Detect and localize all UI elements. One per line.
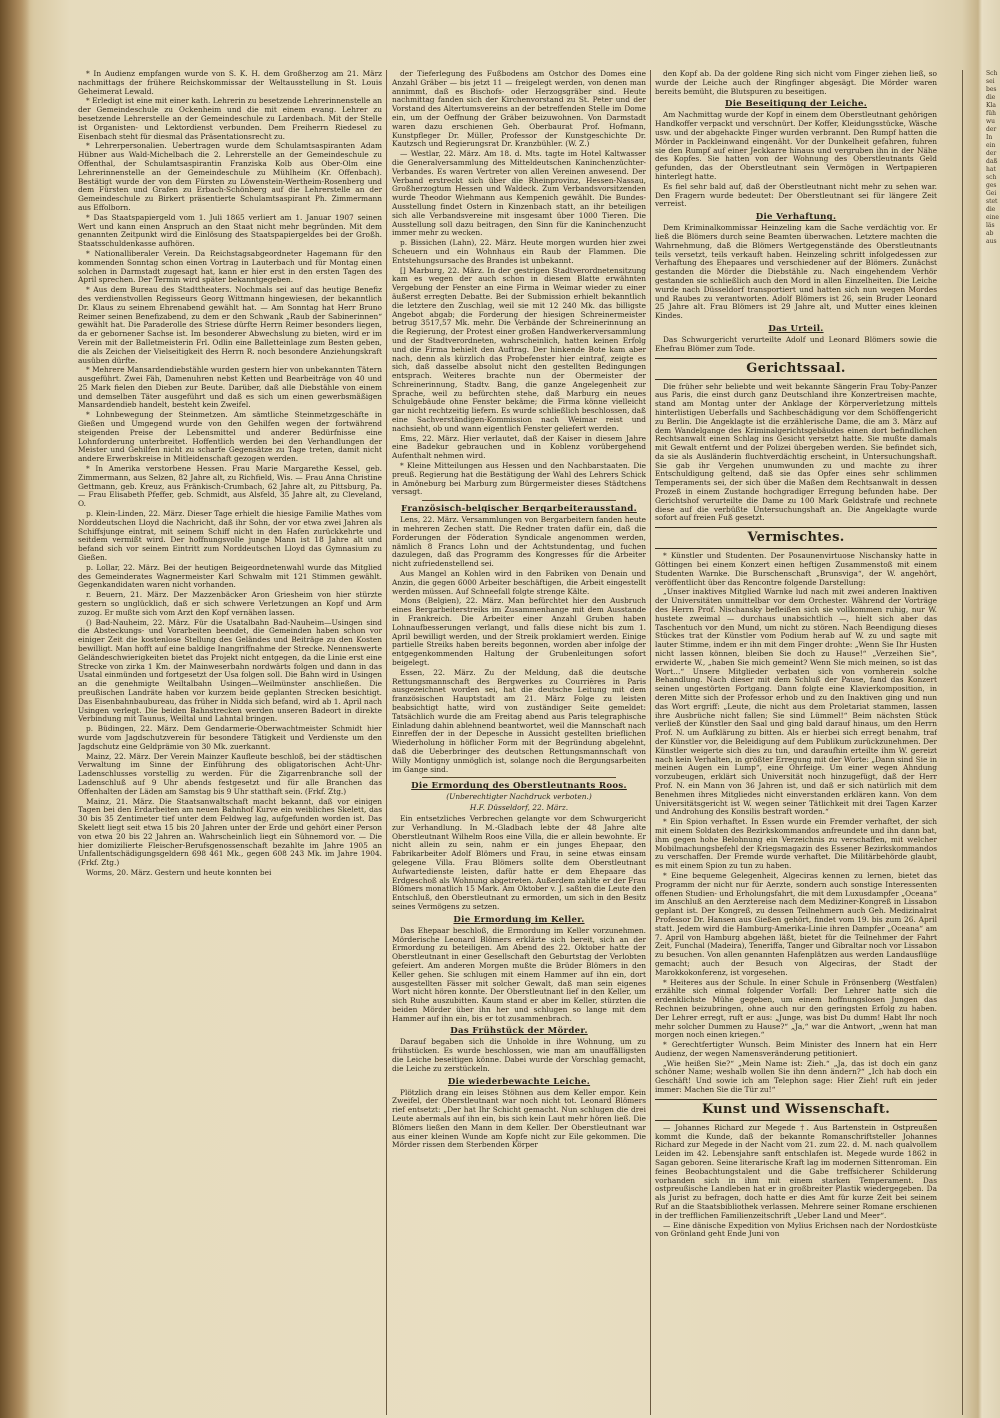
fragment-line: der — [986, 150, 997, 157]
article-paragraph: Darauf begaben sich die Unholde in ihre Wohnung, um zu frühstücken. Es wurde beschlossen, wie man am unauffälligsten die Leiche beseitigen könne. Dabei wurde der Vorschlag gemacht, die Leiche zu zerstückeln. — [392, 1037, 646, 1073]
article-paragraph: * In Audienz empfangen wurde von S. K. H. dem Großherzog am 21. März nachmittags der frühere Reichskommissar der Weltausstellung in St. Louis Geheimerat Lewald. — [78, 70, 382, 96]
fragment-line: Kla — [986, 102, 996, 109]
adjacent-page-fragment — [986, 70, 1000, 1415]
subheading-cellar: Die Ermordung im Keller. — [453, 914, 585, 925]
article-paragraph: * Lohnbewegung der Steinmetzen. Am sämtliche Steinmetzgeschäfte in Gießen und Umgegend wurde von den Gehilfen wegen der fortwährend steigenden Preise der Lebensmittel und anderer Bedürfnisse eine Lohnforderung unterbreitet. Hoffentlich werden bei den Verhandlungen der Meister und Gehilfen nicht zu scharfe Gegensätze zu Tage treten, damit nicht andere Erwerbskreise in Mitleidenschaft gezogen werden. — [78, 410, 382, 464]
article-paragraph: Mainz, 21. März. Die Staatsanwaltschaft macht bekannt, daß vor einigen Tagen bei den Erdarbeiten am neuen Bahnhof Kurve ein weibliches Skelett, das 30 bis 35 Zentimeter tief unter dem Feldweg lag, aufgefunden worden ist. Das Skelett liegt seit etwa 15 bis 20 Jahren unter der Erde und gehört einer Person von etwa 20 bis 22 Jahren an. Wahrscheinlich liegt ein Sühnemord vor. — Die hier domizilierte Fleischer-Berufsgenossenschaft bezahlte im Jahre 1905 an Unfallentschädigungsgeldern 698 461 Mk., gegen 608 243 Mk. im Jahre 1904. (Frkf. Ztg.) — [78, 796, 382, 868]
article-paragraph: Mainz, 22. März. Der Verein Mainzer Kaufleute beschloß, bei der städtischen Verwaltung im Sinne der Einführung des obligatorischen Acht-Uhr-Ladenschlusses vorstellig zu werden. Für die Zigarrenbranche soll der Ladenschluß auf 9 Uhr abends festgesetzt und für alle Branchen das Offenhalten der Läden am Samstag bis 9 Uhr statthaft sein. (Frkf. Ztg.) — [78, 751, 382, 796]
article-paragraph: Es fiel sehr bald auf, daß der Oberstleutnant nicht mehr zu sehen war. Den Fragern wurde bedeutet: Der Oberstleutnant sei für längere Zeit verreist. — [655, 181, 937, 209]
fragment-line: stet — [986, 198, 998, 205]
article-paragraph: Die früher sehr beliebte und weit bekannte Sängerin Frau Toby-Panzer aus Paris, die einst durch ganz Deutschland ihre Konzertreisen machte, stand am Montag unter der Anklage der Körperverletzung mittels hinterlistigen Ueberfalls und Sachbeschädigung vor dem Schöffengericht zu Berlin. Die Angeklagte ist die erzählerische Dame, die am 3. März auf dem Wandelgange des Kriminalgerichtsgebäudes einen dort befindlichen Rechtsanwalt einen Schlag ins Gesicht versetzt hatte. Sie mußte damals mit Gewalt entfernt und der Polizei übergeben werden. Sie befindet sich, da sie als Ausländerin fluchtverdächtig erscheint, in Untersuchungshaft. Sie gab ihr Vergehen unumwunden zu und machte zu ihrer Entschuldigung geltend, daß sie das Opfer eines sehr schlimmen Temperaments sei, der sich über die Maßen dem Rechtsanwalt in dessen Prozeß in einem Zustande hochgradiger Erregung befunden habe. Der Gerichtshof verurteilte die Dame zu 100 Mark Geldstrafe und rechnete diese auf die verbüßte Untersuchungshaft an. Die Angeklagte wurde sofort auf freien Fuß gesetzt. — [655, 381, 937, 523]
subheading-corpse: Die wiederbewachte Leiche. — [447, 1076, 591, 1087]
article-paragraph: Plötzlich drang ein leises Stöhnen aus dem Keller empor. Kein Zweifel, der Oberstleutnant war noch nicht tot. Leonard Blömers rief entsetzt: „Der hat Ihr Schicht gemacht. Nun schlugen die drei Leute abermals auf ihn ein, bis sich kein Laut mehr hören ließ. Die Blömers ließen den Mann in dem Keller. Der Oberstleutnant war aus einer kleinen Wunde am Kopfe nicht zur Eile gekommen. Die Mörder rissen dem Sterbenden Körper — [392, 1087, 646, 1150]
fragment-line: läs — [986, 222, 995, 229]
article-paragraph: Essen, 22. März. Zu der Meldung, daß die deutsche Rettungsmannschaft des Bergwerkes zu Courrières in Paris ausgezeichnet worden sei, hat die deutsche Leitung mit dem französischen Hauptstadt am 21. März Folge zu leisten beabsichtigt hatte, wird von zuständiger Seite gemeldet: Tatsächlich wurde die am Freitag abend aus Paris telegraphische Einladung dahin ablehnend beantwortet, weil die Mannschaft nach Einreffen der in der Depesche in Aussicht gestellten brieflichen Wiederholung in höflicher Form mit der Begründung abgelehnt, daß die Ueberbringer des deutschen Rettungsmannschaft von Willy Montigny unmöglich ist, solange noch die Bergungsarbeiten im Gange sind. — [392, 667, 646, 774]
divider — [422, 777, 616, 778]
murder-intro — [392, 815, 646, 912]
article-paragraph: Ems, 22. März. Hier verlautet, daß der Kaiser in diesem Jahre eine Badekur gebrauchen und in Koblenz vorübergehend Aufenthalt nehmen wird. — [392, 433, 646, 461]
dateline: H.F. Düsseldorf, 22. März. — [469, 803, 569, 813]
fragment-line: hat — [986, 166, 996, 173]
article-paragraph: den Kopf ab. Da der goldene Ring sich nicht vom Finger ziehen ließ, so wurde der Leiche auch der Ringfinger abgesägt. Die Mörder waren bereits bemüht, die Blutspuren zu beseitigen. — [655, 70, 937, 96]
article-paragraph: Am Nachmittag wurde der Kopf in einem dem Oberstleutnant gehörigen Handkoffer verpackt und verschnürt. Der Koffer, Kleidungsstücke, Wäsche usw. und der abgehackte Finger wurden verbrannt. Den Rumpf hatten die Mörder in Packleinwand eingenäht. Vor der Dunkelheit gefahren, fuhren sie den Rumpf auf einer Jeckkarre hinaus und vergruben ihn in der Nähe des Kopfes. Sie hatten von der Wohnung des Oberstleutnants Geld gefunden, das der Oberstleutnant sein Vermögen in Wertpapieren hinterlegt hatte. — [655, 110, 937, 181]
article-paragraph: Aus Mangel an Kohlen wird in den Fabriken von Denain und Anzin, die gegen 6000 Arbeiter beschäftigen, die Arbeit eingestellt werden müssen. Auf Schneefall folgte strenge Kälte. — [392, 569, 646, 596]
column-2 — [392, 70, 646, 1415]
article-paragraph: () Bad-Nauheim, 22. März. Für die Usatalbahn Bad-Nauheim—Usingen sind die Absteckungs- und Vorarbeiten beendet, die Gemeinden haben schon vor einiger Zeit die kostenlose Stellung des Geländes und Beiträge zu den Kosten bewilligt. Man hofft auf eine baldige Inangriffnahme der Strecke. Nennenswerte Geländeschwierigkeiten bietet das Projekt nicht entgegen, da die Linie erst eine Strecke von zirka 1 Km. der Mainweserbahn nordwärts folgen und dann in das Usatal einmünden und fortgesetzt der Usa folgen soll. Die Bahn wird in Usingen an die genehmigte Weiltalbahn Usingen—Weilmünster anschließen. Die preußischen Landräte haben vor kurzem beide geplanten Strecken besichtigt. Das Eisenbahnbaubureau, das früher in Nidda sich befand, wird ab 1. April nach Usingen verlegt. Die beiden Bahnstrecken werden unseren Badeort in direkte Verbindung mit Taunus, Weiltal und Lahntal bringen. — [78, 617, 382, 724]
fragment-line: sei — [986, 78, 995, 85]
article-paragraph: Das Schwurgericht verurteilte Adolf und Leonard Blömers sowie die Ehefrau Blömer zum Tode. — [655, 334, 937, 353]
article-paragraph: p. Büdingen, 22. März. Dem Gendarmerie-Oberwachtmeister Schmidt hier wurde vom Jagdschutzverein für besondere Tätigkeit und Verdienste um den Jagdschutz eine Geldprämie von 30 Mk. zuerkannt. — [78, 724, 382, 751]
article-paragraph: — Westlar, 22. März. Am 18. d. Mts. tagte im Hotel Kaltwasser die Generalversammlung des Mitteldeutschen Kaninchenzüchter-Verbandes. Es waren Vertreter von allen Vereinen anwesend. Der Verband erstreckt sich über die Rheinprovinz, Hessen-Nassau, Großherzogtum Hessen und Waldeck. Zum Verbandsvorsitzenden wurde Theodor Wiehmann aus Kempenich gewählt. Die Bundes-Ausstellung findet Ostern in Kinzenbach statt, an ihr beteiligen sich alle Verbandsvereine mit insgesamt über 1000 Tieren. Die Ausstellung soll dazu beitragen, den Sinn für die Kaninchenzucht immer mehr zu wecken. — [392, 149, 646, 238]
article-paragraph: p. Lollar, 22. März. Bei der heutigen Beigeordnetenwahl wurde das Mitglied des Gemeinderates Wagnermeister Karl Schwalm mit 121 Stimmen gewählt. Gegenkandidaten waren nicht vorhanden. — [78, 562, 382, 590]
fragment-line: Sch — [986, 70, 998, 77]
column-2-articles — [392, 70, 646, 497]
article-paragraph: — Johannes Richard zur Megede †. Aus Bartenstein in Ostpreußen kommt die Kunde, daß der bekannte Romanschriftsteller Johannes Richard zur Megede in der Nacht vom 21. zum 22. d. M. nach qualvollem Leiden im 42. Lebensjahre sanft entschlafen ist. Megede wurde 1862 in Sagan geboren. Seine literarische Kraft lag im modernen Sittenroman. Ein feines Beobachtungstalent und die Gabe treffsicherer Schilderung vorhanden sich in ihm mit einem starken Temperament. Das ostpreußische Landleben hat er in großbreiter Plastik wiedergegeben. Da als Jurist zu befragen, doch hatte er dies Amt für kurze Zeit bei seinem Ruf an die Staatsbibliothek verlassen. Mehrere seiner Romane erschienen in der trefflichen Familienzeitschrift „Ueber Land und Meer“. — [655, 1122, 937, 1220]
article-paragraph: p. Klein-Linden, 22. März. Dieser Tage erhielt die hiesige Familie Mathes vom Norddeutschen Lloyd die Nachricht, daß ihr Sohn, der vor etwa zwei Jahren als Schiffsjunge eintrat, mit seinem Schiff nicht in den Hafen zurückkehrte und seitdem vermißt wird. Der hoffnungsvolle junge Mann ist 18 Jahre alt und befand sich vor seinem Eintritt zum Norddeutschen Lloyd das Gymnasium zu Gießen. — [78, 509, 382, 563]
article-paragraph: [] Marburg, 22. März. In der gestrigen Stadtverordnetensitzung kam es wegen der auch schon in diesem Blatte erwähnten Vergebung der Fenster an eine Firma in Weimar wieder zu einer äußerst erregten Debatte. Bei der Submission erhielt bekanntlich die letztere den Zuschlag, weil sie mit 12 240 Mk. das billigste Angebot abgab; die Forderung der hiesigen Schreinermeister betrug 3517,57 Mk. mehr. Die Verbände der Schreinerinnung an die Regierung, der Protest einer großen Handwerkerversammlung und der Stadtverordneten, wahrscheinlich, hatten keinen Erfolg und die Firma behielt den Auftrag. Der hinkende Bote kam aber nach, denn als kürzlich das Probefenster hier eintraf, zeigte es sich, daß dasselbe absolut nicht den gestellten Bedingungen entsprach. Weiteres brachte nun der Obermeister der Schreinerinnung, Stadtv. Bang, die ganze Angelegenheit zur Sprache, weil zu befürchten stehe, daß Marburg ein neues Schulgebäude ohne Fenster bekäme; die Firma könne vielleicht gar nicht rechtzeitig liefern. Es wurde schließlich beschlossen, daß eine Sachverständigen-Kommission nach Weimar reist und nachsieht, ob und wann eigentlich Fenster geliefert werden. — [392, 265, 646, 433]
section-heading-misc: Vermischtes. — [655, 527, 937, 549]
fragment-line: ab — [986, 230, 994, 237]
article-paragraph: * Eine bequeme Gelegenheit, Algeciras kennen zu lernen, bietet das Programm der nicht nur für Aerzte, sondern auch sonstige Interessenten offenen Studien- und Erholungsfahrt, die mit dem Luxusdampfer „Oceana“ im Anschluß an den Aerztereise nach dem Mediziner-Kongreß in Lissabon geplant ist. Der Kongreß, zu dessen Teilnehmern auch Geh. Medizinalrat Professor Dr. Hansen aus Gießen gehört, findet vom 19. bis zum 26. April statt. Jedem wird die Hamburg-Amerika-Linie ihren Dampfer „Oceana“ am 7. April von Hamburg abgehen läßt, bietet für die Teilnehmer der Fahrt Zeit, Funchal (Madeira), Teneriffa, Tanger und Gibraltar noch vor Lissabon zu besuchen. Von allen genannten Hafenplätzen aus werden Landausflüge gemacht; auch der Besuch von Algeciras, der Stadt der Marokkokonferenz, ist vorgesehen. — [655, 870, 937, 977]
fragment-line: bes — [986, 86, 997, 93]
fragment-line: aus — [986, 238, 997, 245]
fragment-line: wu — [986, 118, 995, 125]
fragment-line: Gei — [986, 190, 997, 197]
murder-cellar — [392, 927, 646, 1024]
fragment-line: ein — [986, 142, 996, 149]
fragment-line: In — [986, 134, 993, 141]
section-heading-arts: Kunst und Wissenschaft. — [655, 1099, 937, 1121]
article-paragraph: * Erledigt ist eine mit einer kath. Lehrerin zu besetzende Lehrerinnenstelle an der Gemeindeschule zu Ockenheim und die mit einem evang. Lehrer zu besetzende Lehrerstelle an der Gemeindeschule zu Lardenbach. Mit der Stelle ist Organisten- und Lektordienst verbunden. Dem Freiherrn Riedesel zu Eisenbach steht für diesmal das Präsentationsrecht zu. — [78, 96, 382, 141]
subheading-disposal: Die Beseitigung der Leiche. — [724, 99, 868, 110]
article-paragraph: * In Amerika verstorbene Hessen. Frau Marie Margarethe Kessel, geb. Zimmermann, aus Selzen, 82 Jahre alt, zu Richfield, Wis. — Frau Anna Christine Gettmann, geb. Kreuz, aus Fränkisch-Crumbach, 62 Jahre alt, zu Pittsburg, Pa. — Frau Elisabeth Pfeffer, geb. Schmidt, aus Alsfeld, 35 Jahre alt, zu Cleveland, O. — [78, 464, 382, 509]
fragment-line: eine — [986, 214, 999, 221]
subheading-arrest: Die Verhaftung. — [755, 212, 837, 223]
misc-articles — [655, 552, 937, 1095]
section-heading-strike: Französisch-belgischer Bergarbeiterausstand. — [401, 504, 637, 515]
article-paragraph: — Eine dänische Expedition von Mylius Erichsen nach der Nordostküste von Grönland geht Ende Juni von — [655, 1220, 937, 1239]
article-paragraph: „Wie heißen Sie?“ „Mein Name ist: Zieh.“ „Ja, das ist doch ein ganz schöner Name; weshalb wollen Sie ihn denn ändern?“ „Ich hab doch ein Geschäft! Und sowie ich am Telephon sage: Hier Zieh! ruft ein jeder immer: Machen Sie die Tür zu!“ — [655, 1058, 937, 1095]
reprint-notice: (Unberechtigter Nachdruck verboten.) — [446, 792, 592, 802]
divider — [422, 500, 616, 501]
murder-disposal — [655, 111, 937, 209]
subheading-verdict: Das Urteil. — [768, 323, 824, 334]
article-paragraph: * Das Staatspapiergeld vom 1. Juli 1865 verliert am 1. Januar 1907 seinen Wert und kann einen Anspruch an den Staat nicht mehr begründen. Mit dem genannten Zeitpunkt wird die Einlösung des Staatspapiergeldes bei der Großh. Staatsschuldenkasse aufhören. — [78, 212, 382, 249]
murder-verdict — [655, 336, 937, 354]
murder-continued — [655, 70, 937, 96]
column-1 — [78, 70, 382, 1415]
article-paragraph: * Lehrerpersonalien. Uebertragen wurde dem Schulamtsaspiranten Adam Hübner aus Wald-Michelbach die 2. Lehrerstelle an der Gemeindeschule zu Offenthal, der Schulamtsaspirantin Franziska Kolb aus Ober-Olm eine Lehrerinnenstelle an der Gemeindeschule zu Mühlheim (Kr. Offenbach). Bestätigt wurde der von dem Fürsten zu Löwenstein-Wertheim-Rosenberg und dem Fürsten und Grafen zu Erbach-Schönberg auf die Lehrerstelle an der Gemeindeschule zu Birkert präsentierte Schulamtsaspirant Ph. Zimmermann aus Effolborn. — [78, 141, 382, 212]
fragment-line: der — [986, 126, 997, 133]
fragment-line: daß — [986, 158, 998, 165]
article-paragraph: * Gerechtfertigter Wunsch. Beim Minister des Innern hat ein Herr Audienz, der wegen Namensveränderung petitioniert. — [655, 1040, 937, 1058]
article-paragraph: * Ein Spion verhaftet. In Essen wurde ein Fremder verhaftet, der sich mit einem Soldaten des Bezirkskommandos anfreundete und ihn dann bat, ihm gegen hohe Belohnung ein Verzeichnis zu verschaffen, mit welcher Mobilmachungsbefehl der Kriegsmagazin des Essener Bezirkskommandos zu verschaffen. Der Fremde wurde verhaftet. Die Militärbehörde glaubt, es mit einem Spion zu tun zu haben. — [655, 817, 937, 871]
article-paragraph: Mons (Belgien), 22. März. Man befürchtet hier den Ausbruch eines Bergarbeiterstreiks im Zusammenhange mit dem Ausstande in Frankreich. Die Arbeiter einer Anzahl Gruben haben Lohnaufbesserungen verlangt, und falls diese nicht bis zum 1. April bewilligt werden, und der Streik proklamiert werden. Einige partielle Streiks haben bereits begonnen, worden aber infolge der entgegenkommenden Haltung der Grubenleitungen sofort beigelegt. — [392, 596, 646, 667]
strike-articles — [392, 516, 646, 774]
article-paragraph: Worms, 20. März. Gestern und heute konnten bei — [86, 867, 272, 877]
article-paragraph: Ein entsetzliches Verbrechen gelangte vor dem Schwurgericht zur Verhandlung. In M.-Gladbach lebte der 48 Jahre alte Oberstleutnant Wilhelm Roos eine Villa, die er allein bewohnte. Er nicht allein zu sein, nahm er ein junges Ehepaar, den Fabrikarbeiter Adolf Blömers und Frau, in seine etwas einsam gelegene Villa. Frau Blömers sollte dem Oberstleutnant Aufwartedienste leisten, dafür hatte er dem Ehepaare das Erdgeschoß als Wohnung abgetreten. Außerdem zahlte er der Frau Blömers monatlich 15 Mark. Am Oktober v. J. saßten die Leute den Entschluß, den Oberstleutnant zu ermorden, um sich in den Besitz seines Vermögens zu setzen. — [392, 813, 646, 911]
murder-corpse — [392, 1089, 646, 1151]
section-heading-murder: Die Ermordung des Oberstleutnants Roos. — [411, 781, 627, 792]
article-paragraph: * Künstler und Studenten. Der Posaunenvirtuose Nischansky hatte in Göttingen bei einem Konzert einen heftigen Zusammenstoß mit einem Studenten Warnke. Die Burschenschaft „Brunsviga“, der W. angehört, veröffentlicht über das Rencontre folgende Darstellung: — [655, 551, 937, 587]
article-paragraph: * Kleine Mitteilungen aus Hessen und den Nachbarstaaten. Die preuß. Regierung hat die Bestätigung der Wahl des Lehrers Schick in Amöneburg bei Marburg zum Bürgermeister dieses Städtchens versagt. — [392, 461, 646, 497]
column-rule — [650, 70, 651, 1415]
article-paragraph: p. Bissichen (Lahn), 22. März. Heute morgen wurden hier zwei Scheuern und ein Wohnhaus ein Raub der Flammen. Die Entstehungsursache des Brandes ist unbekannt. — [392, 238, 646, 265]
article-paragraph: * Aus dem Bureau des Stadttheaters. Nochmals sei auf das heutige Benefiz des verdienstvollen Regisseurs Georg Wittmann hingewiesen, der bekanntlich Dr. Klaus zu seinem Ehrenabend gewählt hat. — Am Sonntag hat Herr Bruno Reimer seinen Benefizabend, zu dem er den Schwank „Raub der Sabinerinnen“ gewählt hat. Die Paraderolle des Striese dürfte Herrn Reimer besonders liegen, da er gebornener Sachse ist. Im besonderer Abwechslung zu bieten, wird er im Verein mit der Balletmeisterin Frl. Odlin eine Balletteinlage zum Besten geben, die als Zeichen der Vielseitigkeit des Herrn R. noch besondere Anziehungskraft ausüben dürfte. — [78, 285, 382, 365]
section-heading-court: Gerichtssaal. — [655, 358, 937, 380]
fragment-line: ges — [986, 182, 997, 189]
article-paragraph: r. Beuern, 21. März. Der Mazzenbäcker Aron Griesheim von hier stürzte gestern so unglücklich, daß er sich schwere Verletzungen an Kopf und Arm zuzog. Er mußte sich vom Arzt den Kopf vernähen lassen. — [78, 590, 382, 617]
article-paragraph: „Unser inaktives Mitglied Warnke lud nach mit zwei anderen Inaktiven der Universitäten unmittelbar vor dem Orchester. Während der Vorträge des Herrn Prof. Nischansky befleißen sich sie vollkommen ruhig, nur W. hustete zweimal — durchaus unabsichtlich —, hielt sich aber das Taschentuch vor den Mund, um nicht zu stören. Nach Beendigung dieses Stückes trat der Künstler vom Podium herab auf W. zu und sagte mit lauter Stimme, indem er ihn mit dem Finger drohte: „Wenn Sie Ihr Husten nicht lassen können, bleiben Sie doch zu Hause!“ „Verzeihen Sie“, erwiderte W., „haben Sie mich gemeint? Wenn Sie mich meinen, so ist das Wort…“ Unsere Mitglieder verbaten sich von vornherein solche Behandlung. Nach dieser mit dem Schluß der Pause, fand das Konzert seinen ungestörten Fortgang. Dann folgte eine Klavierkomposition, in deren Mitte sich der Professor erhob und zu den Inaktiven ging und nun das Wort ergriff: „Leute, die nicht aus dem Proletariat stammen, lassen ihre Ausbrüche nicht fallen; Sie sind Lümmel!“ Beim nächsten Stück verließ der Künstler den Saal und ging bald darauf hinaus, um den Herrn Prof. N. um Aufklärung zu bitten. Als er hierbei sich erregt benahm, traf der Künstler vor, die Beleidigung auf dem Publikum zurückzunehmen. Der Künstler weigerte sich dies zu tun, und daraufhin erteilte ihm W. gereizt nach kein Verhalten, in größter Erregung mit der Worte: „Dann sind Sie in meinen Augen ein Lump“, eine Ohrfeige. Um einer wegen Ahndung vorzubeugen, erklärt sich Universität noch hinzugefügt, daß der Herr Prof. N. ein Mann von 36 Jahren ist, und daß er sich natürlich mit dem Benehmen ihres Mitgliedes nicht einverstanden erklären kann. Von dem Universitätsgericht ist W. wegen seiner Tätlichkeit mit drei Tagen Karzer und Androhung des Konsilis bestraft worden.“ — [655, 587, 937, 817]
article-paragraph: Dem Kriminalkommissar Heinzeling kam die Sache verdächtig vor. Er ließ die Blömers durch seine Beamten überwachen. Letztere machten die Wahrnehmung, daß die Blömers Wertgegenstände des Oberstleutnants teils versetzt, teils verkauft haben. Heinzeling schritt infolgedessen zur Verhaftung des Ehepaares und verschiedener auf der Blömers. Zunächst gestanden die Mörder die Diebstähle zu. Nach eingehendem Verhör gestanden sie schließlich auch den Mord in allen Einzelheiten. Die Leiche wurde nach Düsseldorf transportiert und hatten sich nun wegen Mordes und Raubes zu verantworten. Adolf Blömers ist 26, sein Bruder Leonard 25 Jahre alt. Frau Blömers ist 29 Jahre alt, und Mutter eines kleinen Kindes. — [655, 223, 937, 321]
murder-breakfast — [392, 1038, 646, 1073]
column-3 — [655, 70, 937, 1415]
fragment-line: die — [986, 206, 996, 213]
court-articles — [655, 383, 937, 524]
article-paragraph: Lens, 22. März. Versammlungen von Bergarbeitern fanden heute in mehreren Zechen statt. Die Redner traten dafür ein, daß die Forderungen der Föderation Syndicale angenommen werden, nämlich 8 Francs Lohn und der Achtstundentag, und fuchen dazulegen, daß das Programm des Kongresses für die Arbeiter nicht zufriedenstellend sei. — [392, 515, 646, 569]
article-paragraph: * Nationalliberaler Verein. Da Reichstagsabgeordneter Hagemann für den kommenden Sonntag schon einen Vortrag in Lauterbach und für Montag einen solchen in Darmstadt zugesagt hat, kann er hier erst in den ersten Tagen des April sprechen. Der Termin wird später bekanntgegeben. — [78, 248, 382, 285]
article-paragraph: Das Ehepaar beschloß, die Ermordung im Keller vorzunehmen. Mörderische Leonard Blömers erklärte sich bereit, sich an der Ermordung zu beteiligen. Am Abend des 22. Oktober hatte der Oberstleutnant in einer Gesellschaft den Geburtstag der Verlobten gefeiert. Am anderen Morgen mußte die Brüder Blömers in den Keller gehen. Sie schlugen mit einem Hammer auf ihn ein, dort ausgestellten Fässer mit solcher Gewalt, daß man sein eigenes Wort nicht hören konnte. Der Oberstleutnant lief in den Keller, um sich Ruhe auszubitten. Kaum stand er aber im Keller, stürzten die beiden Mörder über ihn her und schlugen so lange mit dem Hammer auf ihn ein, bis er tot zusammenbrach. — [392, 925, 646, 1023]
article-paragraph: der Tieferlegung des Fußbodens am Ostchor des Domes eine Anzahl Gräber — bis jetzt 11 — freigelegt werden, von denen man annimmt, daß es Bischofs- oder Herzogsgräber sind. Heute nachmittag fanden sich der Kirchenvorstand zu St. Peter und der Vorstand des Altertumsvereins an der betreffenden Stelle im Dome ein, um der Oeffnung der Gräber beizuwohnen. Von Darmstadt waren dazu erschienen Geh. Oberbaurat Prof. Hofmann, Kunstpfleger Dr. Müller, Professor der Kunstgeschichte Dr. Kautzsch und Regierungsrat Dr. Kranzbühler. (W. Z.) — [392, 70, 646, 149]
article-paragraph: * Mehrere Mansardendiebstähle wurden gestern hier von unbekannten Tätern ausgeführt. Zwei Fäh, Damenuhren nebst Ketten und Bearbeiträge von 40 und 25 Mark fielen den Dieben zur Beute. Darüber, daß alle Diebstähle von einem und demselben Täter ausgeführt und daß es sich um einen gewerbsmäßigen Mansardendieb handelt, besteht kein Zweifel. — [78, 365, 382, 410]
subheading-breakfast: Das Frühstück der Mörder. — [450, 1026, 588, 1037]
murder-arrest — [655, 224, 937, 321]
column-rule — [962, 70, 963, 1415]
book-binding-edge — [0, 0, 30, 1418]
column-rule — [386, 70, 387, 1415]
fragment-line: sch — [986, 174, 997, 181]
article-paragraph: * Heiteres aus der Schule. In einer Schule in Frönsenberg (Westfalen) erzählte sich einmal folgender Vorfall: Der Lehrer hatte sich die erdenklichste Mühe gegeben, um einem hoffnungslosen Jungen das Rechnen beizubringen, ohne auch nur den geringsten Erfolg zu haben. Der Lehrer erregt, ruft er aus: „Junge, was bist Du dumm! Habt Ihr noch mehr solcher Dummen zu Hause?“ „Ja,“ war die Antwort, „wenn hat man morgen noch einen kriegen.“ — [655, 977, 937, 1040]
fragment-line: die — [986, 94, 996, 101]
fragment-line: füh — [986, 110, 996, 117]
arts-articles — [655, 1124, 937, 1239]
